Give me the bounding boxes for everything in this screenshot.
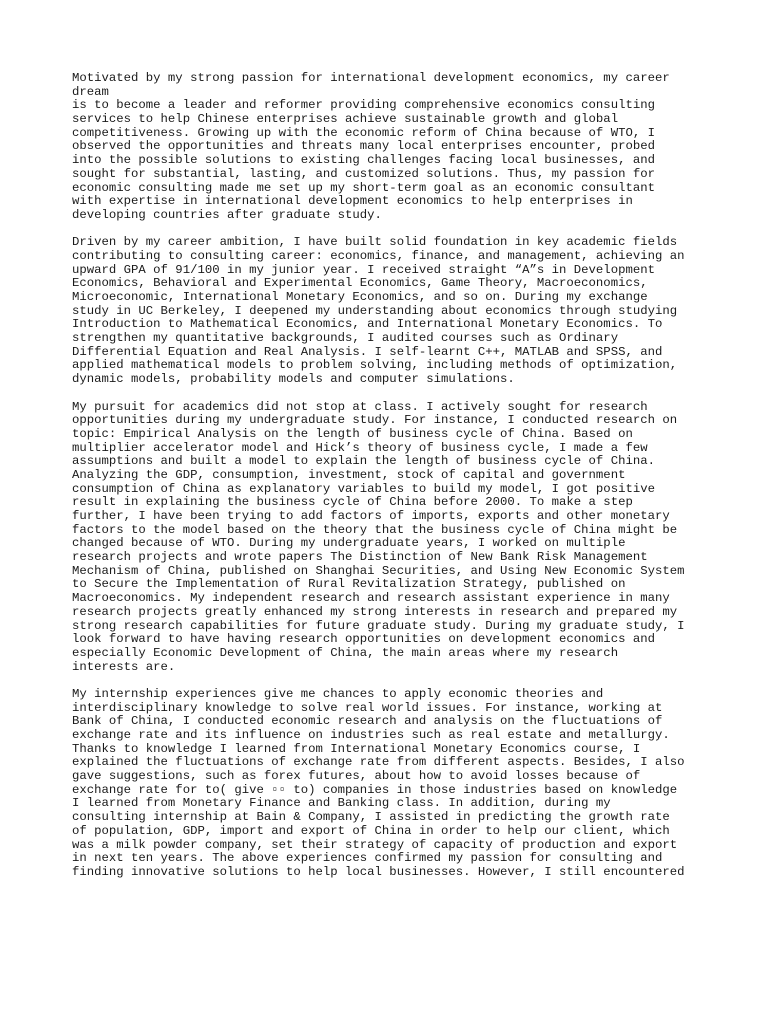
text-line: especially Economic Development of China, the main areas where my research xyxy=(72,645,619,660)
paragraph-internship xyxy=(72,688,712,880)
text-line: is to become a leader and reformer providing comprehensive economics consulting xyxy=(72,98,655,113)
paragraph-career-goal xyxy=(72,72,712,223)
text-line: observed the opportunities and threats many local enterprises encounter, probed xyxy=(72,139,655,154)
text-line: further, I have been trying to add factors of imports, exports and other monetary xyxy=(72,509,670,523)
text-line: dream xyxy=(72,84,109,99)
text-line: applied mathematical models to problem solving, including methods of optimization, xyxy=(72,358,678,373)
text-line: strengthen my quantitative backgrounds, I audited courses such as Ordinary xyxy=(72,331,619,346)
text-line: upward GPA of 91/100 in my junior year. I received straight “A”s in Development xyxy=(72,262,655,277)
text-line: topic: Empirical Analysis on the length of business cycle of China. Based on xyxy=(72,426,633,441)
text-line: opportunities during my undergraduate study. For instance, I conducted research on xyxy=(72,413,678,428)
text-line: Microeconomic, International Monetary Economics, and so on. During my exchange xyxy=(72,290,648,304)
text-line: Driven by my career ambition, I have built solid foundation in key academic fields xyxy=(72,235,678,250)
text-line: developing countries after graduate study. xyxy=(72,207,382,222)
text-line: Bank of China, I conducted economic research and analysis on the fluctuations of xyxy=(72,714,663,729)
text-line: Economics, Behavioral and Experimental Economics, Game Theory, Macroeconomics, xyxy=(72,276,648,291)
text-line: Thanks to knowledge I learned from International Monetary Economics course, I xyxy=(72,741,641,756)
text-line: in next ten years. The above experiences confirmed my passion for consulting and xyxy=(72,851,663,866)
text-line: multiplier accelerator model and Hick’s theory of business cycle, I made a few xyxy=(72,440,648,455)
text-line: into the possible solutions to existing challenges facing local businesses, and xyxy=(72,153,655,168)
text-line: consumption of China as explanatory variables to build my model, I got positive xyxy=(72,481,655,496)
text-line: changed because of WTO. During my undergraduate years, I worked on multiple xyxy=(72,536,626,551)
text-line: Mechanism of China, published on Shanghai Securities, and Using New Economic System xyxy=(72,563,685,578)
text-line: of population, GDP, import and export of China in order to help our client, which xyxy=(72,823,670,838)
text-line: with expertise in international development economics to help enterprises in xyxy=(72,194,633,209)
text-line: Differential Equation and Real Analysis. I self-learnt C++, MATLAB and SPSS, and xyxy=(72,344,663,359)
text-line: Macroeconomics. My independent research and research assistant experience in many xyxy=(72,591,670,606)
text-line: My pursuit for academics did not stop at class. I actively sought for research xyxy=(72,399,648,414)
text-line: explained the fluctuations of exchange rate from different aspects. Besides, I also xyxy=(72,755,685,770)
text-line: was a milk powder company, set their strategy of capacity of production and export xyxy=(72,837,678,852)
text-line: assumptions and built a model to explain the length of business cycle of China. xyxy=(72,454,655,469)
text-line: study in UC Berkeley, I deepened my understanding about economics through studying xyxy=(72,303,678,318)
text-line: economic consulting made me set up my short-term goal as an economic consultant xyxy=(72,180,655,195)
text-line: dynamic models, probability models and computer simulations. xyxy=(72,372,515,387)
text-line: competitiveness. Growing up with the economic reform of China because of WTO, I xyxy=(72,125,655,140)
paragraph-academics xyxy=(72,236,712,387)
text-line: to Secure the Implementation of Rural Revitalization Strategy, published on xyxy=(72,577,626,592)
text-line: exchange rate for to( give ▫▫ to) companies in those industries based on knowledge xyxy=(72,782,678,797)
text-line: I learned from Monetary Finance and Banking class. In addition, during my xyxy=(72,796,611,811)
text-line: interdisciplinary knowledge to solve real world issues. For instance, working at xyxy=(72,700,663,715)
text-line: research projects greatly enhanced my strong interests in research and prepared my xyxy=(72,604,678,619)
text-line: My internship experiences give me chances to apply economic theories and xyxy=(72,686,604,701)
text-line: finding innovative solutions to help local businesses. However, I still encountered xyxy=(72,864,685,879)
text-line: look forward to have having research opportunities on development economics and xyxy=(72,632,655,647)
text-line: consulting internship at Bain & Company, I assisted in predicting the growth rate xyxy=(72,810,670,825)
text-line: result in explaining the business cycle of China before 2000. To make a step xyxy=(72,495,633,510)
text-line: research projects and wrote papers The Distinction of New Bank Risk Management xyxy=(72,550,648,565)
paragraph-research xyxy=(72,401,712,675)
text-line: exchange rate and its influence on industries such as real estate and metallurgy. xyxy=(72,728,670,742)
text-line: Motivated by my strong passion for international development economics, my career xyxy=(72,71,670,85)
text-line: services to help Chinese enterprises achieve sustainable growth and global xyxy=(72,112,619,127)
text-line: gave suggestions, such as forex futures, about how to avoid losses because of xyxy=(72,769,641,784)
text-line: interests are. xyxy=(72,659,176,674)
text-line: Analyzing the GDP, consumption, investment, stock of capital and government xyxy=(72,467,626,482)
document-page xyxy=(72,72,712,893)
text-line: Introduction to Mathematical Economics, and International Monetary Economics. To xyxy=(72,317,663,332)
text-line: sought for substantial, lasting, and customized solutions. Thus, my passion for xyxy=(72,166,655,181)
text-line: factors to the model based on the theory that the business cycle of China might be xyxy=(72,522,678,537)
text-line: contributing to consulting career: economics, finance, and management, achieving an xyxy=(72,248,685,263)
text-line: strong research capabilities for future graduate study. During my graduate study, I xyxy=(72,618,685,633)
